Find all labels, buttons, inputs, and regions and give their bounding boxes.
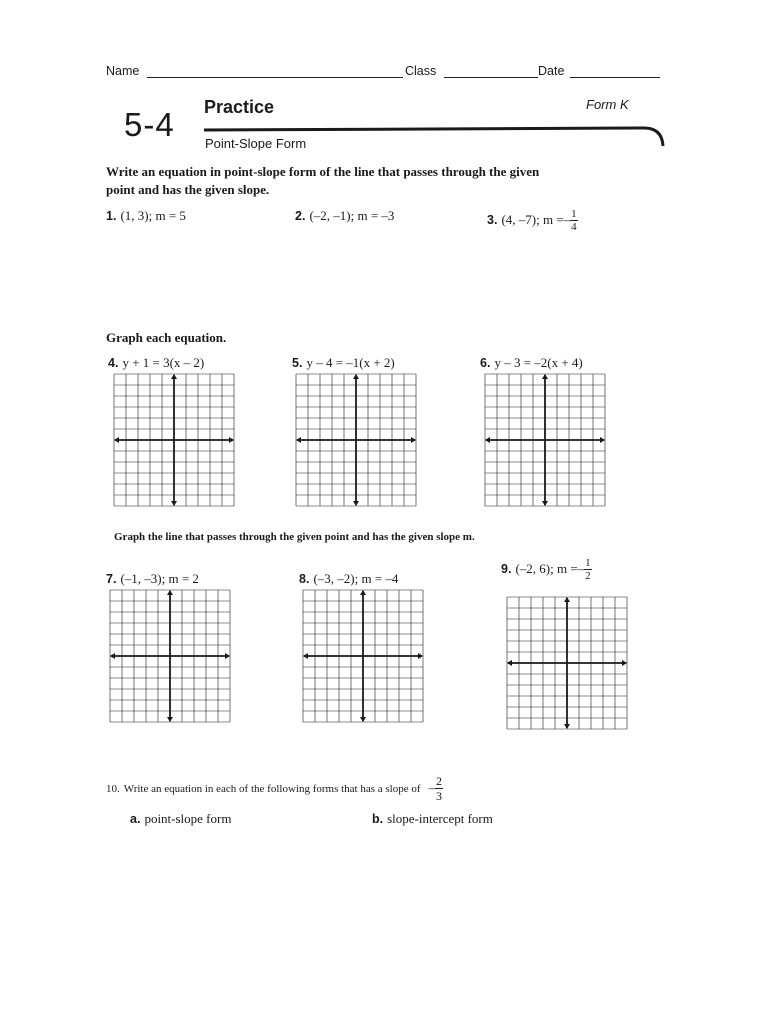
part-a	[130, 810, 231, 828]
date-field[interactable]	[570, 77, 660, 78]
problem-number: 9.	[501, 562, 512, 577]
x-axis-arrow-left	[485, 437, 490, 443]
slope-fraction	[435, 774, 443, 803]
graph-grid-6[interactable]	[483, 372, 607, 510]
part-b-label: b.	[372, 812, 384, 826]
problem-10	[106, 774, 443, 803]
problem-text: (–2, –1); m = –3	[309, 208, 395, 223]
x-axis-arrow-right	[225, 653, 230, 659]
problem-3	[487, 208, 578, 233]
problem-number: 10.	[106, 783, 120, 796]
y-axis-arrow-down	[360, 717, 366, 722]
x-axis-arrow-right	[411, 437, 416, 443]
fraction-denominator: 3	[436, 789, 443, 803]
y-axis-arrow-up	[360, 590, 366, 595]
subtitle: Point-Slope Form	[205, 136, 307, 151]
class-label: Class	[405, 64, 437, 78]
x-axis-arrow-right	[622, 660, 627, 666]
fraction-denominator: 4	[571, 221, 577, 233]
problem-9	[501, 557, 592, 582]
y-axis-arrow-up	[542, 374, 548, 379]
x-axis-arrow-left	[507, 660, 512, 666]
x-axis-arrow-left	[110, 653, 115, 659]
graph-grid-5[interactable]	[294, 372, 418, 510]
problem-text: (–2, 6); m =	[515, 561, 578, 577]
fraction-denominator: 2	[585, 570, 591, 582]
fraction-numerator: 1	[585, 557, 591, 569]
y-axis-arrow-down	[542, 501, 548, 506]
problem-4	[108, 354, 204, 372]
practice-title: Practice	[204, 97, 275, 117]
section1-instructions-line1: Write an equation in point-slope form of the line that passes through the given	[106, 164, 540, 179]
problem-text: y – 3 = –2(x + 4)	[494, 355, 583, 370]
problem-number: 2.	[295, 209, 306, 223]
x-axis-arrow-left	[303, 653, 308, 659]
fraction-numerator: 2	[436, 774, 443, 788]
name-field[interactable]	[147, 77, 403, 78]
name-label: Name	[106, 64, 140, 78]
problem-number: 8.	[299, 572, 310, 586]
fraction-numerator: 1	[571, 208, 577, 220]
class-field[interactable]	[444, 77, 538, 78]
part-a-label: a.	[130, 812, 141, 826]
x-axis-arrow-left	[114, 437, 119, 443]
problem-number: 5.	[292, 356, 303, 370]
problem-5	[292, 354, 395, 372]
y-axis-arrow-up	[564, 597, 570, 602]
y-axis-arrow-down	[564, 724, 570, 729]
problem-number: 1.	[106, 209, 117, 223]
y-axis-arrow-up	[171, 374, 177, 379]
y-axis-arrow-down	[171, 501, 177, 506]
negative-sign: –	[428, 780, 436, 796]
problem-number: 3.	[487, 213, 498, 228]
section1-instructions	[106, 163, 539, 199]
graph-grid-8[interactable]	[301, 588, 425, 726]
graph-grid-9[interactable]	[505, 595, 629, 733]
part-b	[372, 810, 493, 828]
problem-text: (4, –7); m =	[501, 212, 564, 228]
graph-grid-4[interactable]	[112, 372, 236, 510]
problem-text: Write an equation in each of the following forms that has a slope of	[123, 783, 421, 796]
y-axis-arrow-up	[167, 590, 173, 595]
problem-text: (–1, –3); m = 2	[120, 571, 199, 586]
negative-sign: –	[577, 561, 585, 577]
slope-fraction	[570, 208, 578, 233]
date-label: Date	[538, 64, 565, 78]
x-axis-arrow-left	[296, 437, 301, 443]
negative-sign: –	[563, 212, 571, 228]
problem-number: 6.	[480, 356, 491, 370]
y-axis-arrow-down	[353, 501, 359, 506]
problem-7	[106, 570, 199, 588]
section1-instructions-line2: point and has the given slope.	[106, 182, 270, 197]
problem-number: 7.	[106, 572, 117, 586]
x-axis-arrow-right	[229, 437, 234, 443]
form-label: Form K	[586, 97, 629, 112]
x-axis-arrow-right	[600, 437, 605, 443]
graph-grid-7[interactable]	[108, 588, 232, 726]
y-axis-arrow-up	[353, 374, 359, 379]
part-b-text: slope-intercept form	[387, 811, 493, 826]
part-a-text: point-slope form	[144, 811, 232, 826]
problem-2	[295, 207, 394, 225]
problem-text: y – 4 = –1(x + 2)	[306, 355, 395, 370]
slope-fraction	[584, 557, 592, 582]
problem-8	[299, 570, 398, 588]
problem-number: 4.	[108, 356, 119, 370]
y-axis-arrow-down	[167, 717, 173, 722]
section2-instructions: Graph each equation.	[106, 330, 227, 345]
x-axis-arrow-right	[418, 653, 423, 659]
lesson-number: 5-4	[124, 106, 175, 143]
problem-text: (1, 3); m = 5	[120, 208, 186, 223]
problem-text: y + 1 = 3(x – 2)	[122, 355, 205, 370]
section3-instructions: Graph the line that passes through the given point and has the given slope m.	[114, 531, 475, 543]
problem-1	[106, 207, 186, 225]
problem-6	[480, 354, 583, 372]
problem-text: (–3, –2); m = –4	[313, 571, 399, 586]
